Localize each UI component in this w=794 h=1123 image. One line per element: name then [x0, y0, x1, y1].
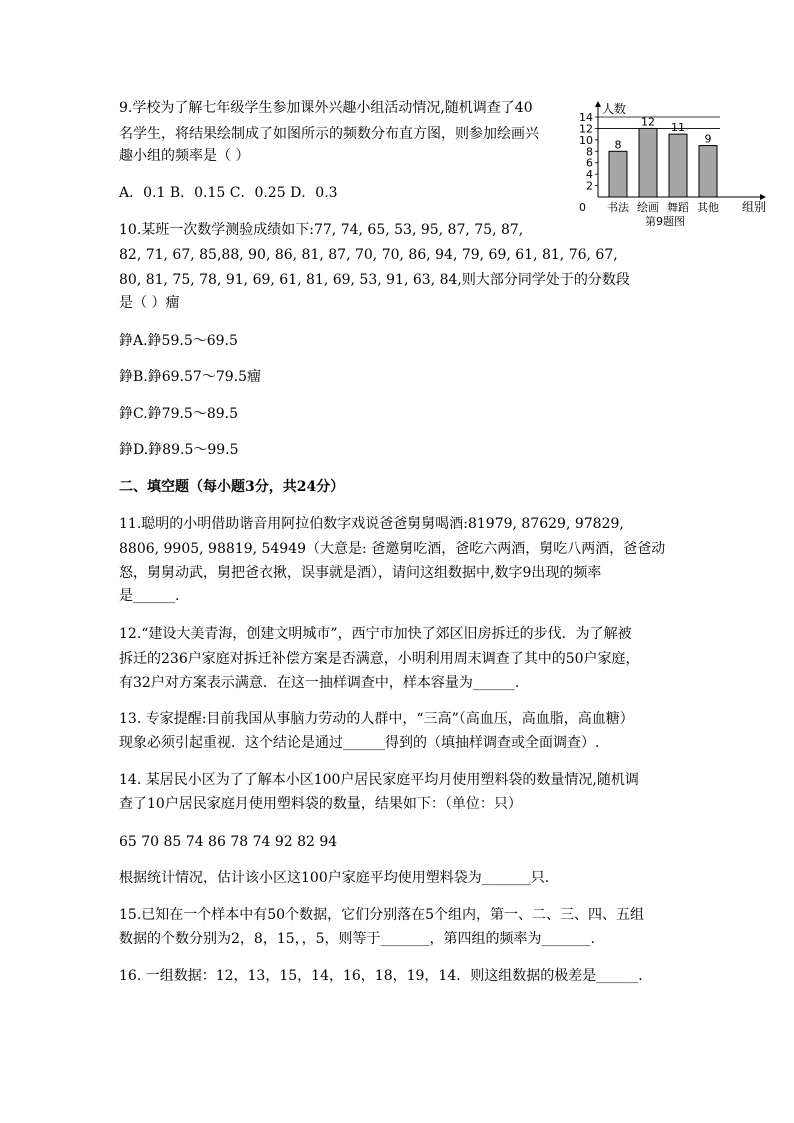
q14-line-3: 根据统计情况，估计该小区这100户家庭平均使用塑料袋为_______只.	[119, 870, 550, 886]
q12-line-1: 12.“建设大美青海，创建文明城市”，西宁市加快了郊区旧房拆迁的步伐．为了解被	[119, 626, 632, 642]
q10-line-2: 82, 71, 67, 85,88, 90, 86, 81, 87, 70, 70, 86, 94, 79, 69, 61, 81, 76, 67,	[119, 247, 618, 263]
q11-line-1: 11.聪明的小明借助谐音用阿拉伯数字戏说爸爸舅舅喝酒:81979, 87629, 97829,	[119, 516, 624, 532]
bar-value-label: 12	[641, 115, 655, 129]
bar-舞蹈	[669, 134, 687, 197]
y-axis-label: 人数	[602, 102, 627, 116]
y-tick-label: 12	[579, 122, 593, 136]
y-tick-label: 2	[586, 179, 593, 193]
q11-line-2: 8806, 9905, 98819, 54949（大意是: 爸邀舅吃酒，爸吃六两酒，舅吃八两酒，爸爸动	[119, 541, 666, 557]
bar-value-label: 11	[671, 121, 685, 135]
q12-line-2: 拆迁的236户家庭对拆迁补偿方案是否满意，小明利用周末调查了其中的50户家庭，	[119, 651, 640, 667]
y-tick-label: 6	[586, 156, 593, 170]
q10-line-3: 80, 81, 75, 78, 91, 69, 61, 81, 69, 53, 91, 63, 84,则大部分同学处于的分数段	[119, 272, 630, 288]
category-label: 书法	[607, 201, 629, 214]
y-tick-label: 8	[586, 145, 593, 159]
category-label: 绘画	[637, 201, 659, 214]
q11-line-3: 怒，舅舅动武，舅把爸衣揪，误事就是酒），请问这组数据中,数字9出现的频率	[119, 565, 602, 581]
y-tick-label: 4	[586, 168, 593, 182]
q14-data: 65 70 85 74 86 78 74 92 82 94	[119, 834, 338, 850]
q10-option-c: 錚C.錚79.5～89.5	[119, 406, 239, 422]
bar-value-label: 9	[704, 132, 712, 146]
category-label: 舞蹈	[667, 201, 689, 214]
q10-option-a: 錚A.錚59.5～69.5	[119, 333, 238, 349]
y-tick-label: 0	[579, 201, 586, 214]
q9-line-1: 9.学校为了解七年级学生参加课外兴趣小组活动情况,随机调查了40	[119, 100, 533, 116]
section-heading: 二、填空题（每小题3分，共24分）	[119, 479, 345, 495]
q13-line-1: 13. 专家提醒:目前我国从事脑力劳动的人群中，“三高”（高血压，高血脂，高血糖）	[119, 711, 634, 727]
y-tick-label: 14	[579, 111, 593, 124]
bar-其他	[699, 146, 717, 197]
bar-书法	[609, 151, 627, 197]
histogram-chart	[570, 95, 775, 235]
q9-line-2: 名学生，将结果绘制成了如图所示的频数分布直方图，则参加绘画兴	[119, 126, 539, 142]
q14-line-1: 14. 某居民小区为了了解本小区100户居民家庭平均月使用塑料袋的数量情况,随机调	[119, 772, 639, 788]
q9-line-3: 趣小组的频率是（ ）	[119, 148, 250, 164]
q10-line-4: 是（ ）癅	[119, 295, 180, 311]
x-axis-label: 组别	[742, 200, 767, 214]
q11-line-4: 是______.	[119, 588, 180, 604]
figure-caption: 第9题图	[645, 215, 685, 228]
q15-line-2: 数据的个数分别为2，8，15，，5，则等于_______，第四组的频率为_______.	[119, 931, 595, 947]
q10-option-d: 錚D.錚89.5～99.5	[119, 442, 239, 458]
q13-line-2: 现象必须引起重视．这个结论是通过______得到的（填抽样调查或全面调查）.	[119, 735, 600, 751]
q14-line-2: 查了10户居民家庭月使用塑料袋的数量，结果如下：（单位：只）	[119, 796, 522, 812]
q9-options: A．0.1 B．0.15 C．0.25 D．0.3	[119, 185, 338, 201]
q12-line-3: 有32户对方案表示满意．在这一抽样调查中，样本容量为______.	[119, 675, 520, 691]
category-label: 其他	[697, 201, 719, 214]
bar-绘画	[639, 128, 657, 197]
bar-value-label: 8	[614, 138, 622, 152]
y-axis-arrow	[595, 101, 601, 107]
q10-line-1: 10.某班一次数学测验成绩如下:77, 74, 65, 53, 95, 87, 75, 87,	[119, 222, 524, 238]
q10-option-b: 錚B.錚69.57～79.5癅	[119, 369, 261, 385]
q15-line-1: 15.已知在一个样本中有50个数据，它们分别落在5个组内，第一、二、三、四、五组	[119, 907, 644, 923]
y-tick-label: 10	[579, 133, 593, 147]
q16-line-1: 16. 一组数据：12，13，15，14，16，18，19，14．则这组数据的极差是______.	[119, 968, 643, 984]
